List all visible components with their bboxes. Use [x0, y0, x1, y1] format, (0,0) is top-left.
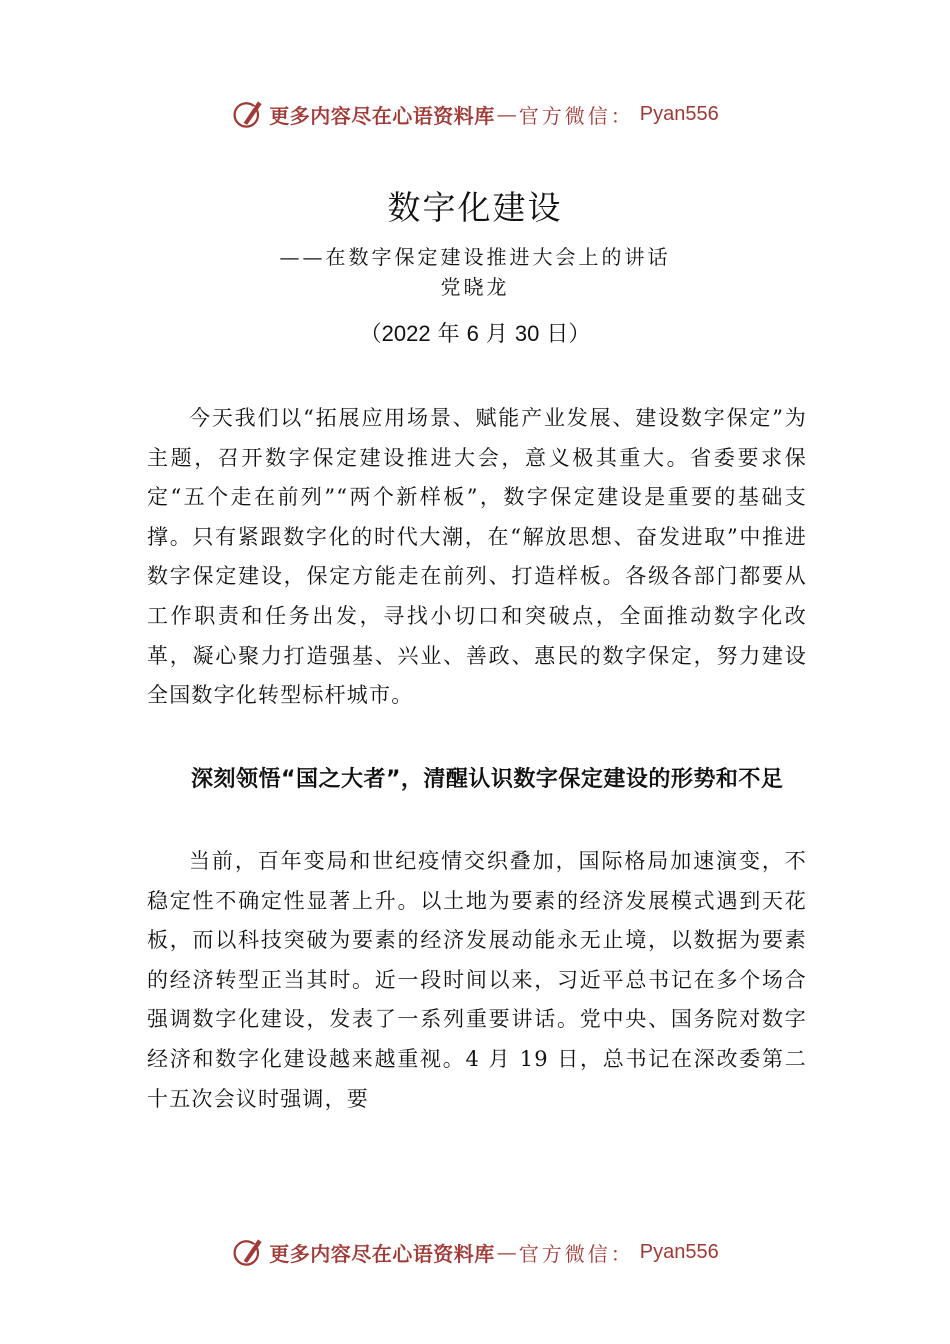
quill-pen-logo-icon	[231, 1234, 267, 1270]
date-day: 30	[514, 321, 540, 346]
date-year-unit: 年	[430, 322, 467, 347]
quill-pen-logo-icon	[231, 96, 267, 132]
paragraph-intro: 今天我们以“拓展应用场景、赋能产业发展、建设数字保定”为主题，召开数字保定建设推进大会，意义极其重大。省委要求保定“五个走在前列”“两个新样板”，数字保定建设是重要的基础支撑。只有紧跟数字化的时代大潮，在“解放思想、奋发进取”中推进数字保定建设，保定方能走在前列、打造样板。各级各部门都要从工作职责和任务出发，寻找小切口和突破点，全面推动数字化改革，凝心聚力打造强基、兴业、善政、惠民的数字保定，努力建设全国数字化转型标杆城市。	[147, 406, 807, 708]
banner-wechat-id: Pyan556	[639, 1240, 719, 1263]
document-title: 数字化建设	[387, 188, 563, 227]
banner-separator: —	[496, 102, 517, 126]
document-subtitle: ——在数字保定建设推进大会上的讲话党晓龙	[279, 245, 671, 299]
date-month-unit: 月	[478, 322, 515, 347]
date-day-unit: 日）	[539, 322, 591, 347]
banner-separator: —	[496, 1240, 517, 1264]
paragraph-situation: 当前，百年变局和世纪疫情交织叠加，国际格局加速演变，不稳定性不确定性显著上升。以土地为要素的经济发展模式遇到天花板，而以科技突破为要素的经济发展动能永无止境，以数据为要素的经济转型正当其时。近一段时间以来，习近平总书记在多个场合强调数字化建设，发表了一系列重要讲话。党中央、国务院对数字经济和数字化建设越来越重视。4 月 19 日，总书记在深改委第二十五次会议时强调，要	[147, 849, 807, 1111]
banner-wechat-label: 官方微信：	[518, 1241, 634, 1266]
date-month: 6	[466, 321, 479, 346]
banner-main-text: 更多内容尽在心语资料库	[269, 1241, 495, 1266]
banner-main-text: 更多内容尽在心语资料库	[269, 103, 495, 128]
date-year: 2022	[381, 321, 431, 346]
banner-wechat-id: Pyan556	[639, 102, 719, 125]
banner-wechat-label: 官方微信：	[518, 103, 634, 128]
footer-watermark-banner	[0, 1232, 950, 1272]
section-heading-1: 深刻领悟“国之大者”，清醒认识数字保定建设的形势和不足	[191, 767, 784, 792]
document-date	[0, 318, 950, 351]
date-open: （	[359, 322, 382, 347]
header-watermark-banner	[0, 94, 950, 134]
